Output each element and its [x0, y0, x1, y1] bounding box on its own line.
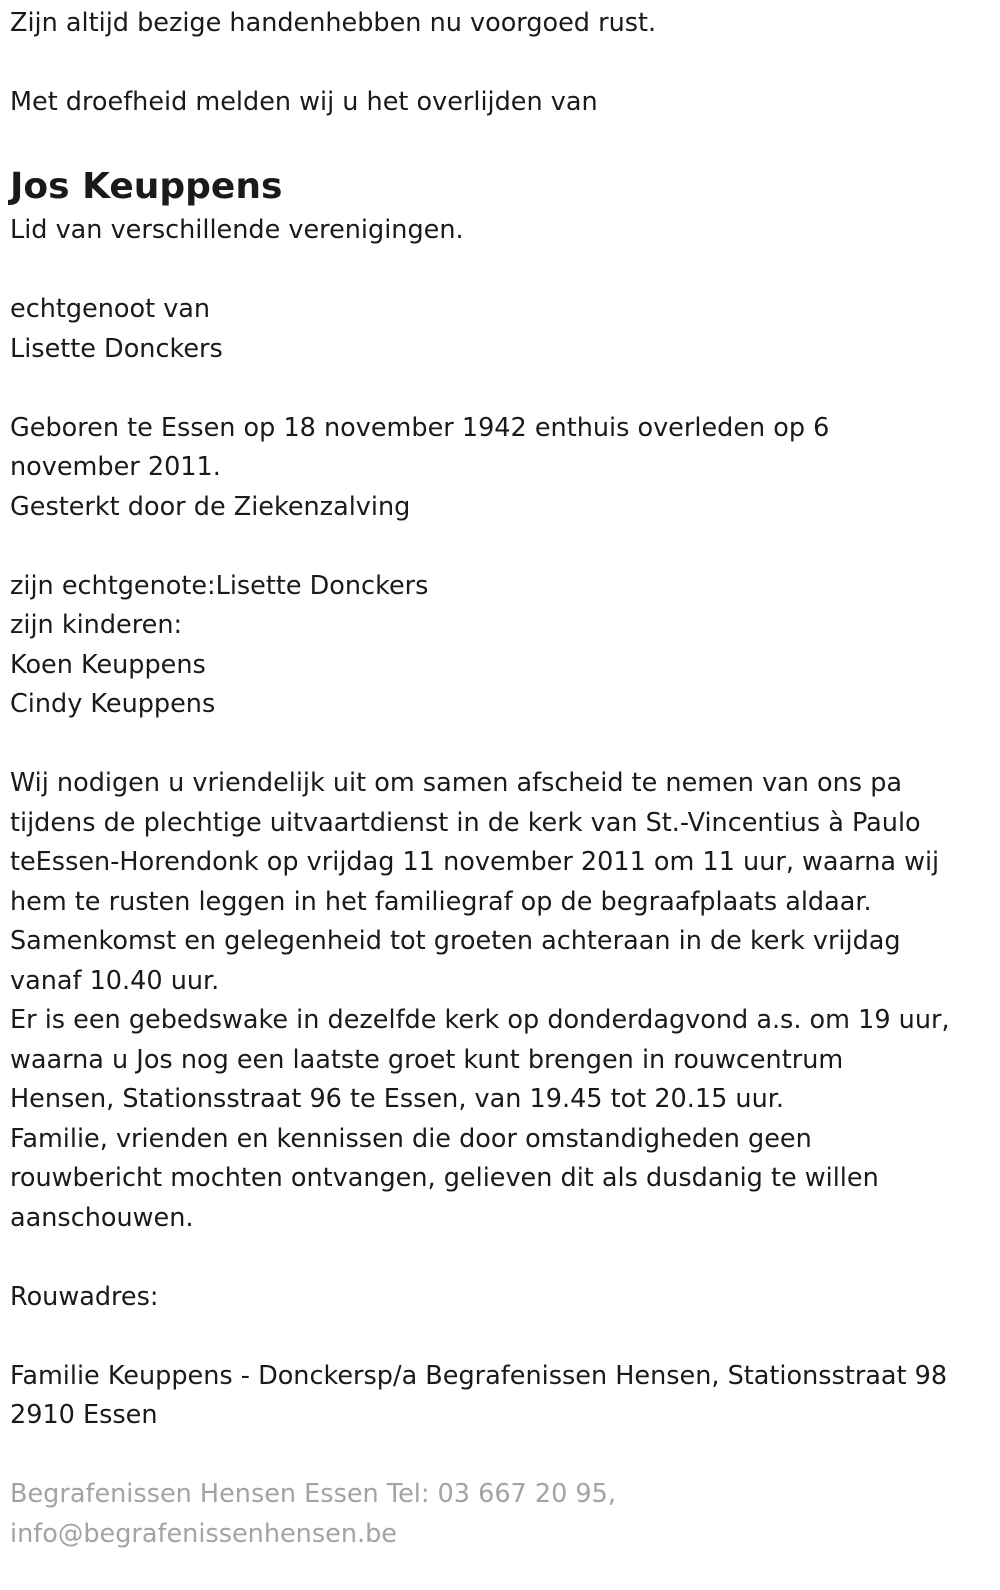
ceremony-line: teEssen-Horendonk op vrijdag 11 november 2011 om 11 uur, waarna wij: [10, 847, 940, 877]
ceremony-line: Er is een gebedswake in dezelfde kerk op donderdagvond a.s. om 19 uur,: [10, 1005, 950, 1035]
ceremony-line: vanaf 10.40 uur.: [10, 965, 220, 996]
spacer: [10, 251, 970, 291]
footer-contact-phone: Begrafenissen Hensen Essen Tel: 03 667 20 95,: [10, 1479, 616, 1509]
ceremony-line: hem te rusten leggen in het familiegraf op de begraafplaats aldaar.: [10, 886, 872, 917]
ceremony-line: Hensen, Stationsstraat 96 te Essen, van 19.45 tot 20.15 uur.: [10, 1084, 785, 1114]
child-name: Cindy Keuppens: [10, 689, 216, 719]
birth-death-line-1: Geboren te Essen op 18 november 1942 enthuis overleden op 6: [10, 412, 830, 443]
address-label: Rouwadres:: [10, 1281, 159, 1312]
birth-death-line-2: november 2011.: [10, 452, 221, 482]
intro-line-2: Met droefheid melden wij u het overlijden van: [10, 87, 598, 117]
wife-line: zijn echtgenote:Lisette Donckers: [10, 570, 429, 601]
spouse-label: echtgenoot van: [10, 294, 211, 324]
ceremony-line: Wij nodigen u vriendelijk uit om samen afscheid te nemen van ons pa: [10, 768, 903, 798]
spacer: [10, 725, 970, 765]
child-name: Koen Keuppens: [10, 649, 206, 680]
children-label: zijn kinderen:: [10, 610, 183, 640]
spacer: [10, 1436, 970, 1476]
deceased-name: Jos Keuppens: [10, 166, 283, 207]
address-line-1: Familie Keuppens - Donckersp/a Begrafenissen Hensen, Stationsstraat 98: [10, 1360, 948, 1391]
spacer: [10, 1238, 970, 1278]
spacer: [10, 1317, 970, 1357]
spouse-name: Lisette Donckers: [10, 333, 223, 364]
spacer: [10, 123, 970, 163]
ceremony-line: aanschouwen.: [10, 1202, 194, 1233]
ceremony-line: Familie, vrienden en kennissen die door omstandigheden geen: [10, 1123, 812, 1154]
address-line-2: 2910 Essen: [10, 1400, 158, 1430]
ceremony-line: Samenkomst en gelegenheid tot groeten achteraan in de kerk vrijdag: [10, 926, 901, 956]
footer-contact-email: info@begrafenissenhensen.be: [10, 1518, 397, 1549]
ceremony-line: rouwbericht mochten ontvangen, gelieven dit als dusdanig te willen: [10, 1163, 879, 1193]
ceremony-line: waarna u Jos nog een laatste groet kunt brengen in rouwcentrum: [10, 1044, 844, 1075]
spacer: [10, 44, 970, 84]
ceremony-line: tijdens de plechtige uitvaartdienst in de kerk van St.-Vincentius à Paulo: [10, 807, 921, 838]
spacer: [10, 527, 970, 567]
spacer: [10, 369, 970, 409]
anointing-line: Gesterkt door de Ziekenzalving: [10, 491, 411, 522]
deceased-subtitle: Lid van verschillende verenigingen.: [10, 215, 464, 245]
intro-line-1: Zijn altijd bezige handenhebben nu voorgoed rust.: [10, 8, 657, 38]
